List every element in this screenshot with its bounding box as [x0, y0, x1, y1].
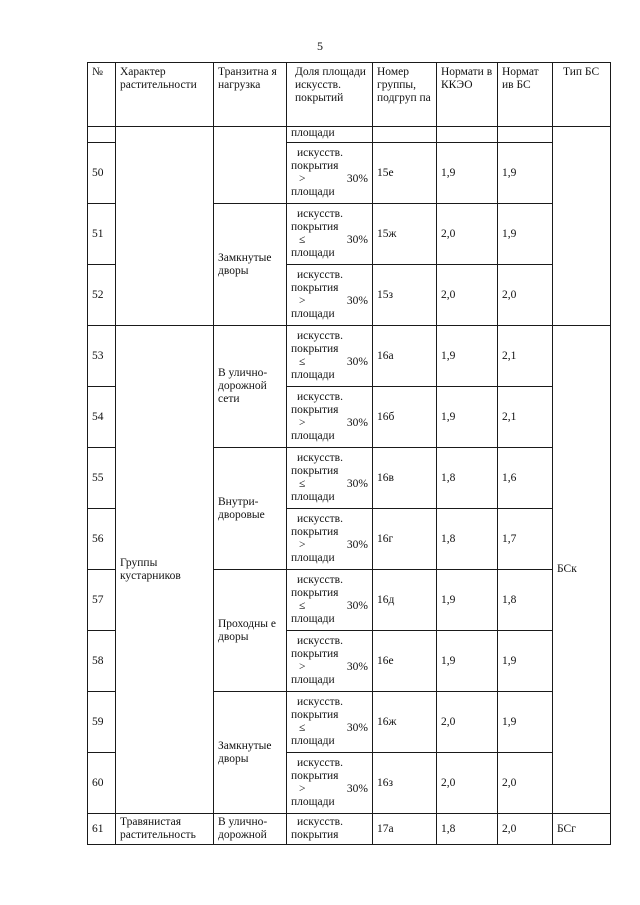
share-cell: искусств. покрытия ≤ 30% площади: [287, 692, 373, 753]
share-cell: площади: [287, 127, 373, 143]
row-number: 57: [88, 570, 116, 631]
header-vegetation: Характер растительности: [116, 63, 214, 127]
share-cell: искусств. покрытия > 30% площади: [287, 387, 373, 448]
row-number: 51: [88, 204, 116, 265]
norm-kkeo: 1,8: [437, 509, 498, 570]
table-header-row: [88, 63, 611, 127]
group-code: 15е: [373, 143, 437, 204]
vegetation-cell: Группы кустарников: [116, 326, 214, 814]
group-code: 16г: [373, 509, 437, 570]
row-number: 55: [88, 448, 116, 509]
transit-cell: В улично-дорожной сети: [214, 326, 287, 448]
row-number: 58: [88, 631, 116, 692]
norm-bs: 2,0: [498, 265, 553, 326]
table-row: [88, 814, 611, 845]
share-cell: искусств. покрытия ≤ 30% площади: [287, 204, 373, 265]
group-code: 15ж: [373, 204, 437, 265]
share-cell: искусств. покрытия > 30% площади: [287, 753, 373, 814]
norm-bs: 1,7: [498, 509, 553, 570]
transit-cell: Внутри-дворовые: [214, 448, 287, 570]
norms-table: [87, 62, 611, 845]
row-number: 56: [88, 509, 116, 570]
share-cell: искусств. покрытия > 30% площади: [287, 509, 373, 570]
group-code: 17а: [373, 814, 437, 845]
table-row: [88, 326, 611, 387]
norm-bs: 2,0: [498, 753, 553, 814]
vegetation-cell: Травянистая растительность: [116, 814, 214, 845]
group-code: 16ж: [373, 692, 437, 753]
norm-bs: 1,9: [498, 143, 553, 204]
table-row: [88, 127, 611, 143]
share-cell: искусств. покрытия ≤ 30% площади: [287, 448, 373, 509]
norm-bs: 1,6: [498, 448, 553, 509]
transit-cell: В улично-дорожной: [214, 814, 287, 845]
type-cell-continued: [553, 127, 611, 326]
header-group: Номер группы, подгруп па: [373, 63, 437, 127]
header-no: №: [88, 63, 116, 127]
transit-cell: Проходны е дворы: [214, 570, 287, 692]
header-norm-kkeo: Нормати в ККЭО: [437, 63, 498, 127]
row-number: 61: [88, 814, 116, 845]
group-code: 16д: [373, 570, 437, 631]
group-code: 16в: [373, 448, 437, 509]
share-cell: искусств. покрытия > 30% площади: [287, 143, 373, 204]
norm-bs: 2,0: [498, 814, 553, 845]
norm-kkeo: 1,9: [437, 326, 498, 387]
share-cell: искусств. покрытия > 30% площади: [287, 265, 373, 326]
norm-kkeo: 2,0: [437, 204, 498, 265]
norm-bs: 1,9: [498, 631, 553, 692]
group-code: 16з: [373, 753, 437, 814]
row-number: 52: [88, 265, 116, 326]
type-cell: БСк: [553, 326, 611, 814]
norm-bs: 1,8: [498, 570, 553, 631]
type-cell: БСг: [553, 814, 611, 845]
norm-kkeo: 1,9: [437, 143, 498, 204]
share-cell: искусств. покрытия > 30% площади: [287, 631, 373, 692]
header-type-bs: Тип БС: [553, 63, 611, 127]
row-number: 60: [88, 753, 116, 814]
norm-kkeo: 2,0: [437, 692, 498, 753]
header-norm-bs: Нормат ив БС: [498, 63, 553, 127]
transit-cell: Замкнутые дворы: [214, 692, 287, 814]
norm-kkeo: 2,0: [437, 753, 498, 814]
norm-kkeo: 1,9: [437, 570, 498, 631]
group-code: 15з: [373, 265, 437, 326]
share-cell: искусств. покрытия: [287, 814, 373, 845]
norm-kkeo: 1,8: [437, 814, 498, 845]
row-number: 50: [88, 143, 116, 204]
norm-bs: 1,9: [498, 204, 553, 265]
row-number: 59: [88, 692, 116, 753]
share-cell: искусств. покрытия ≤ 30% площади: [287, 570, 373, 631]
page-number: 5: [317, 39, 323, 53]
vegetation-cell-continued: [116, 127, 214, 326]
group-code: 16а: [373, 326, 437, 387]
row-number: 53: [88, 326, 116, 387]
group-code: 16е: [373, 631, 437, 692]
norm-kkeo: 1,8: [437, 448, 498, 509]
norm-kkeo: 1,9: [437, 631, 498, 692]
header-transit: Транзитна я нагрузка: [214, 63, 287, 127]
group-code: 16б: [373, 387, 437, 448]
row-number: 54: [88, 387, 116, 448]
transit-cell: Замкнутые дворы: [214, 204, 287, 326]
transit-cell-continued: [214, 127, 287, 204]
norm-kkeo: 1,9: [437, 387, 498, 448]
norm-bs: 1,9: [498, 692, 553, 753]
norm-bs: 2,1: [498, 387, 553, 448]
norm-bs: 2,1: [498, 326, 553, 387]
header-share: Доля площади искусств. покрытий: [287, 63, 373, 127]
norm-kkeo: 2,0: [437, 265, 498, 326]
share-cell: искусств. покрытия ≤ 30% площади: [287, 326, 373, 387]
